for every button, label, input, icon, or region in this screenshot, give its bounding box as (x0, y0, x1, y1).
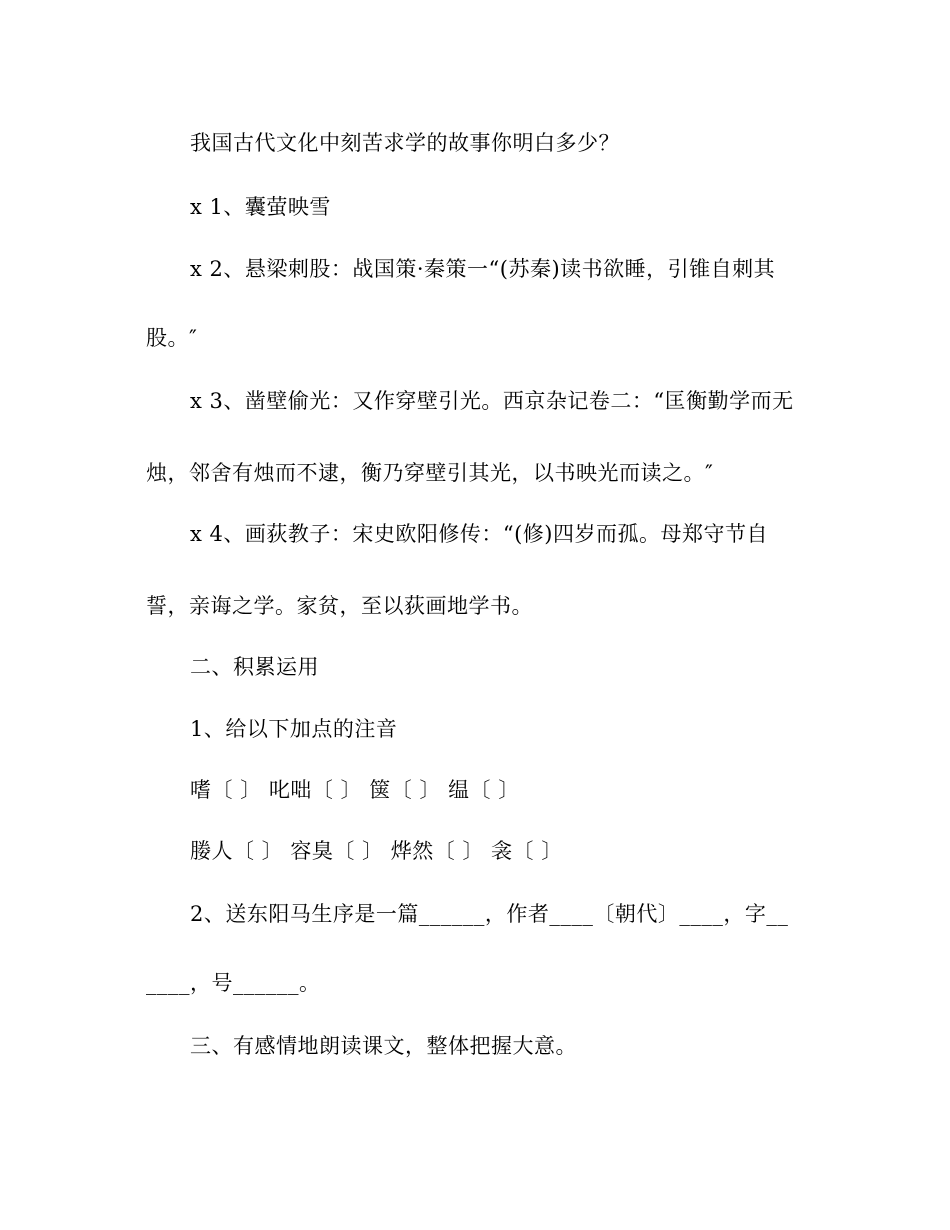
story-3-line-1: x 3、凿壁偷光：又作穿壁引光。西京杂记卷二：“匡衡勤学而无 (190, 389, 794, 413)
section-3-title: 三、有感情地朗读课文，整体把握大意。 (190, 1034, 577, 1058)
intro-question: 我国古代文化中刻苦求学的故事你明白多少？ (190, 131, 620, 155)
story-2-line-1: x 2、悬梁刺股：战国策·秦策一“(苏秦)读书欲睡，引锥自刺其 (190, 257, 776, 281)
story-4-line-2: 誓，亲诲之学。家贫，至以荻画地学书。 (146, 594, 533, 618)
section-2-title: 二、积累运用 (190, 655, 319, 679)
question-1-title: 1、给以下加点的注音 (190, 717, 398, 741)
story-3-line-2: 烛，邻舍有烛而不逮，衡乃穿壁引其光，以书映光而读之。″ (146, 461, 714, 485)
question-2-line-1: 2、送东阳马生序是一篇______，作者____〔朝代〕____，字__ (190, 902, 789, 926)
question-2-line-2: ____，号______。 (146, 971, 321, 995)
story-4-line-1: x 4、画荻教子：宋史欧阳修传：“(修)四岁而孤。母郑守节自 (190, 522, 768, 546)
story-1-line-1: x 1、囊萤映雪 (190, 195, 331, 219)
question-1-row-1: 嗜〔 〕 叱咄〔 〕 箧〔 〕 缊〔 〕 (190, 778, 520, 802)
question-1-row-2: 媵人〔 〕 容臭〔 〕 烨然〔 〕 衾〔 〕 (190, 839, 563, 863)
story-2-line-2: 股。″ (146, 326, 198, 350)
